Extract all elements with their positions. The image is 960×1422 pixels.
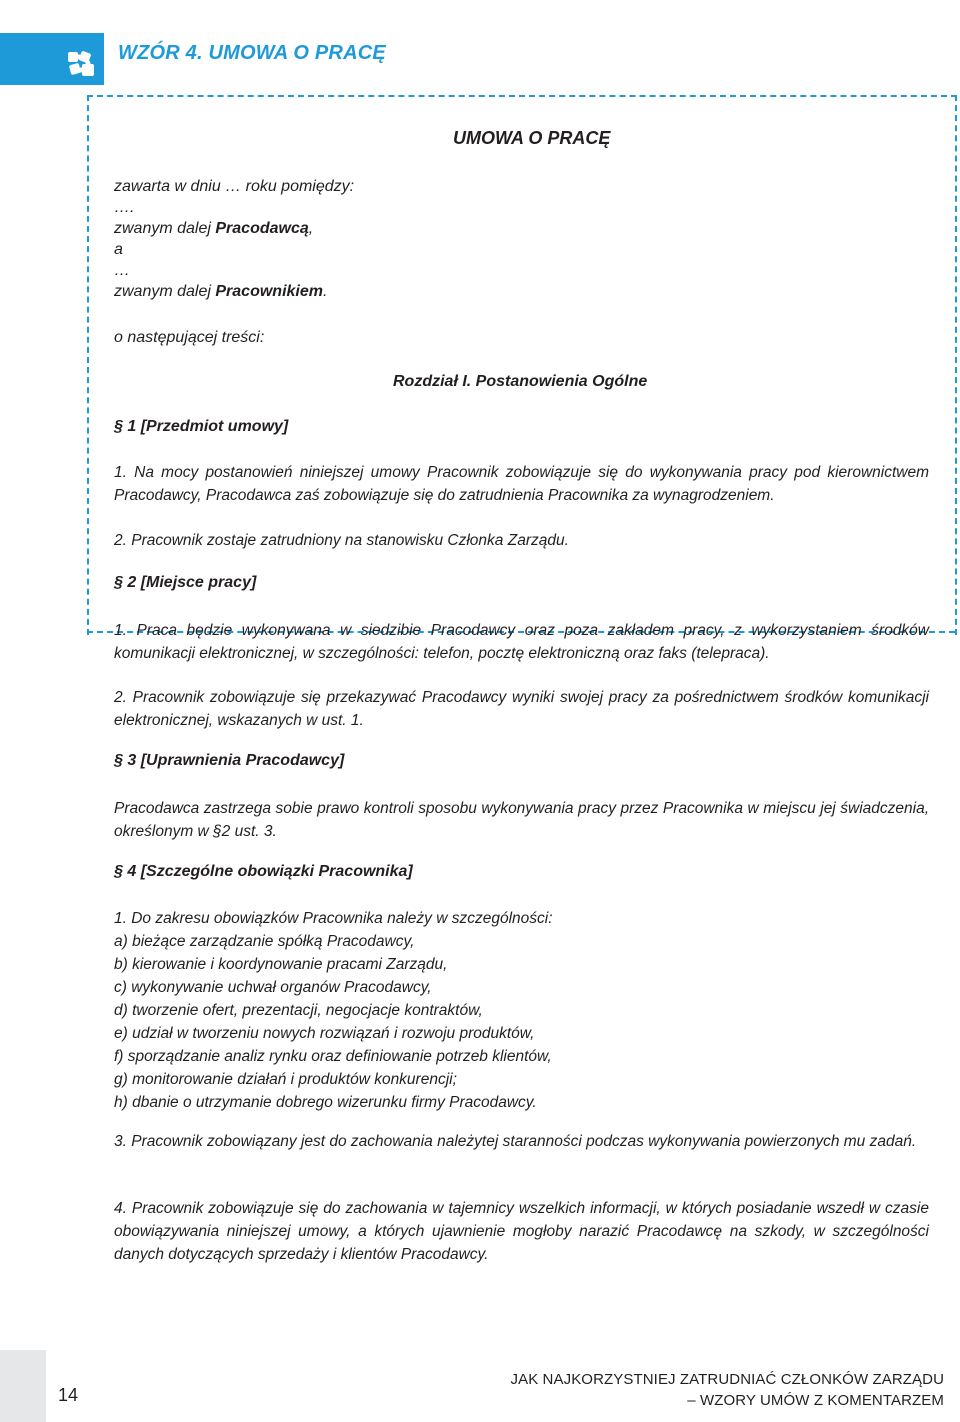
list-intro: 1. Do zakresu obowiązków Pracownika należy w szczególności: (114, 910, 553, 927)
preamble-line: …. (114, 199, 135, 216)
preamble-line: … (114, 262, 130, 279)
paragraph: 1. Praca będzie wykonywana w siedzibie Pracodawcy oraz poza zakładem pracy, z wykorzystaniem środków komunikacji elektronicznej, w szczególności: telefon, pocztę elektroniczną oraz faks (telepraca). (114, 622, 929, 662)
preamble-line: a (114, 241, 123, 258)
list-item: h) dbanie o utrzymanie dobrego wizerunku firmy Pracodawcy. (114, 1094, 537, 1111)
paragraph: 4. Pracownik zobowiązuje się do zachowania w tajemnicy wszelkich informacji, w których posiadanie wszedł w czasie obowiązywania niniejszej umowy, a których ujawnienie mogłoby narazić Pracodawcę na szkody, w szczególności danych dotyczących sprzedaży i klientów Pracodawcy. (114, 1200, 929, 1263)
section-heading: § 1 [Przedmiot umowy] (114, 418, 289, 435)
obligations-list (114, 907, 929, 1114)
preamble-line: zawarta w dniu … roku pomiędzy: (114, 178, 355, 195)
preamble-line: zwanym dalej Pracownikiem. (114, 283, 328, 300)
intro-text: o następującej treści: (114, 329, 265, 346)
document-title: UMOWA O PRACĘ (453, 128, 611, 148)
section-heading: § 3 [Uprawnienia Pracodawcy] (114, 752, 345, 769)
page-margin-band (0, 1350, 46, 1422)
list-item: c) wykonywanie uchwał organów Pracodawcy, (114, 979, 432, 996)
chapter-heading: Rozdział I. Postanowienia Ogólne (393, 373, 648, 390)
paragraph: 3. Pracownik zobowiązany jest do zachowania należytej staranności podczas wykonywania powierzonych mu zadań. (114, 1133, 917, 1150)
list-item: f) sporządzanie analiz rynku oraz definiowanie potrzeb klientów, (114, 1048, 552, 1065)
list-item: e) udział w tworzeniu nowych rozwiązań i rozwoju produktów, (114, 1025, 535, 1042)
footer-line: JAK NAJKORZYSTNIEJ ZATRUDNIAĆ CZŁONKÓW ZARZĄDU (510, 1371, 944, 1388)
section-heading: § 2 [Miejsce pracy] (114, 574, 257, 591)
paragraph: 2. Pracownik zostaje zatrudniony na stanowisku Członka Zarządu. (114, 532, 569, 549)
puzzle-icon (62, 44, 102, 84)
list-item: a) bieżące zarządzanie spółką Pracodawcy, (114, 933, 415, 950)
section-heading: § 4 [Szczególne obowiązki Pracownika] (114, 863, 413, 880)
preamble-line: zwanym dalej Pracodawcą, (114, 220, 314, 237)
list-item: d) tworzenie ofert, prezentacji, negocjacje kontraktów, (114, 1002, 483, 1019)
list-item: g) monitorowanie działań i produktów konkurencji; (114, 1071, 457, 1088)
paragraph: Pracodawca zastrzega sobie prawo kontroli sposobu wykonywania pracy przez Pracownika w miejscu jej świadczenia, określonym w §2 ust. 3. (114, 800, 929, 840)
paragraph: 1. Na mocy postanowień niniejszej umowy Pracownik zobowiązuje się do wykonywania pracy pod kierownictwem Pracodawcy, Pracodawca zaś zobowiązuje się do zatrudnienia Pracownika za wynagrodzeniem. (114, 464, 929, 504)
footer-title (510, 1369, 944, 1411)
list-item: b) kierowanie i koordynowanie pracami Zarządu, (114, 956, 448, 973)
preamble (114, 176, 354, 302)
header-title: WZÓR 4. UMOWA O PRACĘ (118, 42, 386, 64)
footer-line: – WZORY UMÓW Z KOMENTARZEM (687, 1392, 944, 1409)
paragraph: 2. Pracownik zobowiązuje się przekazywać Pracodawcy wyniki swojej pracy za pośrednictwem środków komunikacji elektronicznej, wskazanych w ust. 1. (114, 689, 929, 729)
page-number: 14 (58, 1385, 79, 1405)
